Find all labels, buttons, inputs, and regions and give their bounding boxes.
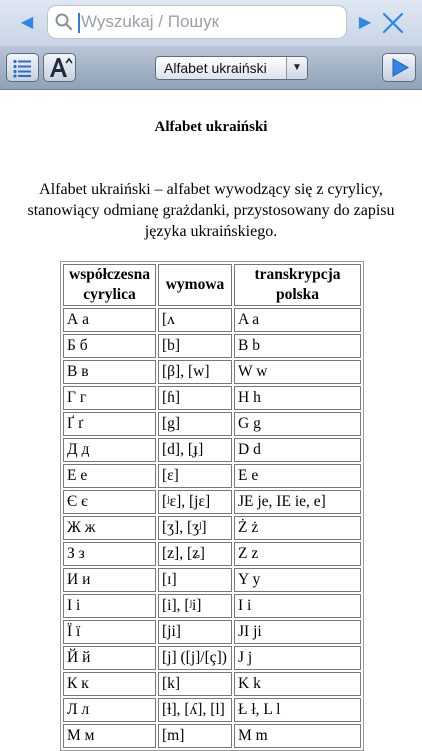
polish-transcription-cell: Ł ł, L l <box>234 698 361 722</box>
forward-arrow-icon[interactable]: ▶ <box>358 14 372 31</box>
table-row <box>63 360 361 384</box>
pronunciation-cell: [k] <box>158 672 232 696</box>
polish-transcription-cell: M m <box>234 724 361 748</box>
font-size-icon <box>44 54 75 81</box>
search-box[interactable] <box>47 5 347 39</box>
chevron-down-icon: ▼ <box>286 57 307 79</box>
table-header-row <box>63 264 361 306</box>
table-row <box>63 698 361 722</box>
cyrillic-letter-cell: Д д <box>63 438 156 462</box>
play-button[interactable] <box>382 53 416 82</box>
list-button[interactable] <box>6 53 39 82</box>
pronunciation-cell: [ji] <box>158 620 232 644</box>
cyrillic-letter-cell: Є є <box>63 490 156 514</box>
cyrillic-letter-cell: Л л <box>63 698 156 722</box>
close-icon[interactable] <box>378 8 408 38</box>
alphabet-table-body <box>63 308 361 748</box>
cyrillic-letter-cell: Й й <box>63 646 156 670</box>
polish-transcription-cell: D d <box>234 438 361 462</box>
polish-transcription-cell: I i <box>234 594 361 618</box>
pronunciation-cell: [j] ([j]/[ç]) <box>158 646 232 670</box>
cyrillic-letter-cell: З з <box>63 542 156 566</box>
polish-transcription-cell: H h <box>234 386 361 410</box>
pronunciation-cell: [ɦ] <box>158 386 232 410</box>
pronunciation-cell: [ʒ], [ʒʲ] <box>158 516 232 540</box>
cyrillic-letter-cell: Ґ ґ <box>63 412 156 436</box>
polish-transcription-cell: B b <box>234 334 361 358</box>
table-row <box>63 516 361 540</box>
pronunciation-cell: [b] <box>158 334 232 358</box>
table-row <box>63 542 361 566</box>
font-size-button[interactable] <box>43 53 76 82</box>
polish-transcription-cell: E e <box>234 464 361 488</box>
pronunciation-cell: [i], [ʲi] <box>158 594 232 618</box>
table-row <box>63 672 361 696</box>
polish-transcription-cell: Z z <box>234 542 361 566</box>
column-header-pronunciation: wymowa <box>158 264 232 306</box>
table-row <box>63 568 361 592</box>
cyrillic-letter-cell: И и <box>63 568 156 592</box>
polish-transcription-cell: W w <box>234 360 361 384</box>
polish-transcription-cell: A a <box>234 308 361 332</box>
pronunciation-cell: [g] <box>158 412 232 436</box>
table-row <box>63 308 361 332</box>
article-selector-dropdown[interactable] <box>155 56 308 80</box>
polish-transcription-cell: JE je, IE ie, e] <box>234 490 361 514</box>
cyrillic-letter-cell: Е е <box>63 464 156 488</box>
table-row <box>63 724 361 748</box>
cyrillic-letter-cell: Г г <box>63 386 156 410</box>
dropdown-selected-value: Alfabet ukraiński <box>164 60 267 76</box>
table-row <box>63 646 361 670</box>
search-bar <box>0 0 422 46</box>
polish-transcription-cell: JI ji <box>234 620 361 644</box>
polish-transcription-cell: Y y <box>234 568 361 592</box>
pronunciation-cell: [d], [ɟ] <box>158 438 232 462</box>
pronunciation-cell: [ʲɛ], [jɛ] <box>158 490 232 514</box>
column-header-polish-transcription: transkrypcja polska <box>234 264 361 306</box>
polish-transcription-cell: J j <box>234 646 361 670</box>
table-row <box>63 490 361 514</box>
cyrillic-letter-cell: І і <box>63 594 156 618</box>
pronunciation-cell: [ʌ <box>158 308 232 332</box>
toolbar <box>0 46 422 90</box>
pronunciation-cell: [ɛ] <box>158 464 232 488</box>
polish-transcription-cell: K k <box>234 672 361 696</box>
pronunciation-cell: [z], [ʑ] <box>158 542 232 566</box>
column-header-cyrillic: współczesna cyrylica <box>63 264 156 306</box>
table-row <box>63 412 361 436</box>
cyrillic-letter-cell: Б б <box>63 334 156 358</box>
search-icon <box>54 12 74 32</box>
cyrillic-letter-cell: М м <box>63 724 156 748</box>
back-arrow-icon[interactable]: ◀ <box>20 14 34 31</box>
polish-transcription-cell: Ż ż <box>234 516 361 540</box>
pronunciation-cell: [ɫ], [ʎ], [l] <box>158 698 232 722</box>
table-row <box>63 386 361 410</box>
article-content <box>0 90 422 750</box>
cyrillic-letter-cell: А а <box>63 308 156 332</box>
search-input[interactable] <box>81 6 336 38</box>
play-icon <box>383 54 415 81</box>
cyrillic-letter-cell: Ї ї <box>63 620 156 644</box>
table-row <box>63 464 361 488</box>
table-row <box>63 334 361 358</box>
table-row <box>63 438 361 462</box>
table-row <box>63 620 361 644</box>
article-title: Alfabet ukraiński <box>154 119 268 135</box>
cyrillic-letter-cell: К к <box>63 672 156 696</box>
pronunciation-cell: [ɪ] <box>158 568 232 592</box>
list-icon <box>7 54 38 81</box>
alphabet-table <box>60 261 364 751</box>
cyrillic-letter-cell: Ж ж <box>63 516 156 540</box>
polish-transcription-cell: G g <box>234 412 361 436</box>
article-intro: Alfabet ukraiński – alfabet wywodzący się z cyrylicy, stanowiący odmianę grażdanki, przystosowany do zapisu języka ukraińskiego. <box>27 181 395 240</box>
pronunciation-cell: [β], [w] <box>158 360 232 384</box>
cyrillic-letter-cell: В в <box>63 360 156 384</box>
table-row <box>63 594 361 618</box>
text-caret <box>78 13 80 33</box>
pronunciation-cell: [m] <box>158 724 232 748</box>
